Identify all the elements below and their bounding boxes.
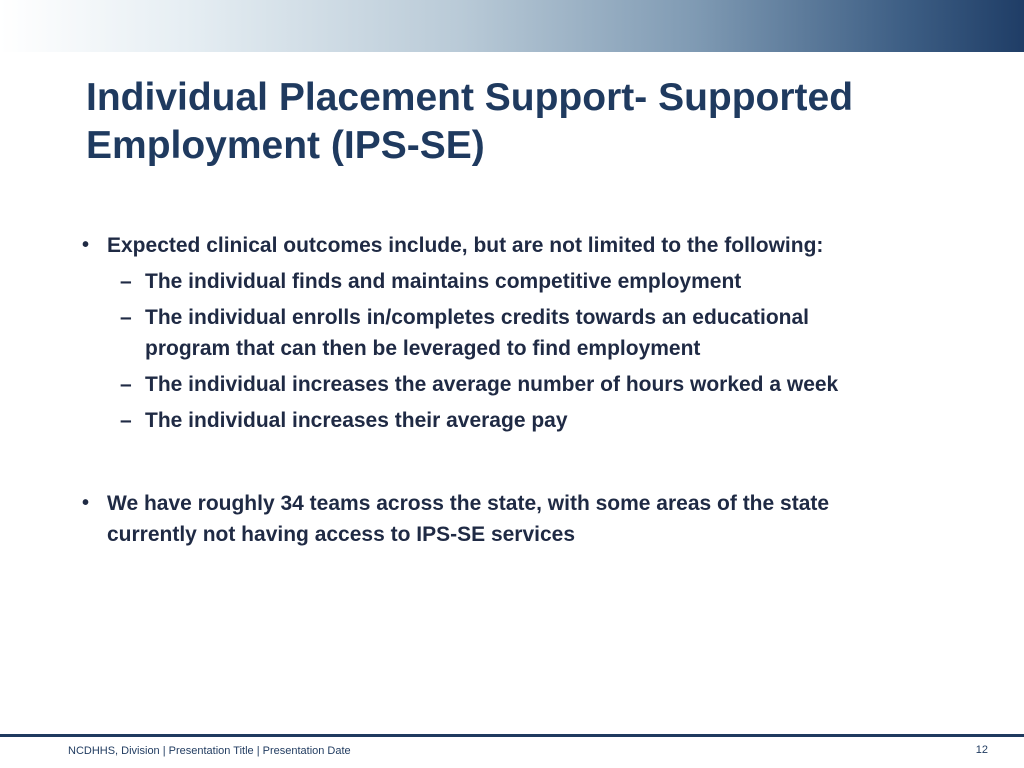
slide-body [0, 230, 1024, 550]
top-gradient-banner [0, 0, 1024, 52]
slide-title-line-2: Employment (IPS-SE) [86, 124, 485, 167]
bullet-item-outcomes [0, 230, 897, 261]
dash-marker: – [120, 409, 132, 432]
page-number: 12 [975, 744, 988, 756]
bullet-text: Expected clinical outcomes include, but are not limited to the following: [107, 234, 824, 257]
sub-bullet-item [0, 266, 895, 297]
bullet-text: We have roughly 34 teams across the state, with some areas of the state currently not having access to IPS-SE services [107, 492, 830, 546]
sub-bullet-text: The individual increases their average pay [145, 409, 568, 432]
slide-title-line-1: Individual Placement Support- Supported [86, 76, 854, 119]
sub-bullet-text: The individual finds and maintains competitive employment [145, 270, 742, 293]
sub-bullet-item [0, 302, 895, 364]
slide-title [86, 74, 966, 170]
sub-bullet-item [0, 405, 895, 436]
dash-marker: – [120, 373, 132, 396]
dash-marker: – [120, 270, 132, 293]
bullet-marker: • [82, 492, 90, 514]
sub-bullet-text: The individual enrolls in/completes credits towards an educational program that can then be leveraged to find employment [145, 306, 809, 360]
footer-divider [0, 734, 1024, 737]
bullet-marker: • [82, 234, 90, 256]
sub-bullet-item [0, 369, 895, 400]
footer-text: NCDHHS, Division | Presentation Title | Presentation Date [68, 745, 351, 757]
dash-marker: – [120, 306, 132, 329]
sub-bullet-list [0, 266, 1024, 436]
sub-bullet-text: The individual increases the average number of hours worked a week [145, 373, 839, 396]
bullet-item-teams [0, 488, 897, 550]
